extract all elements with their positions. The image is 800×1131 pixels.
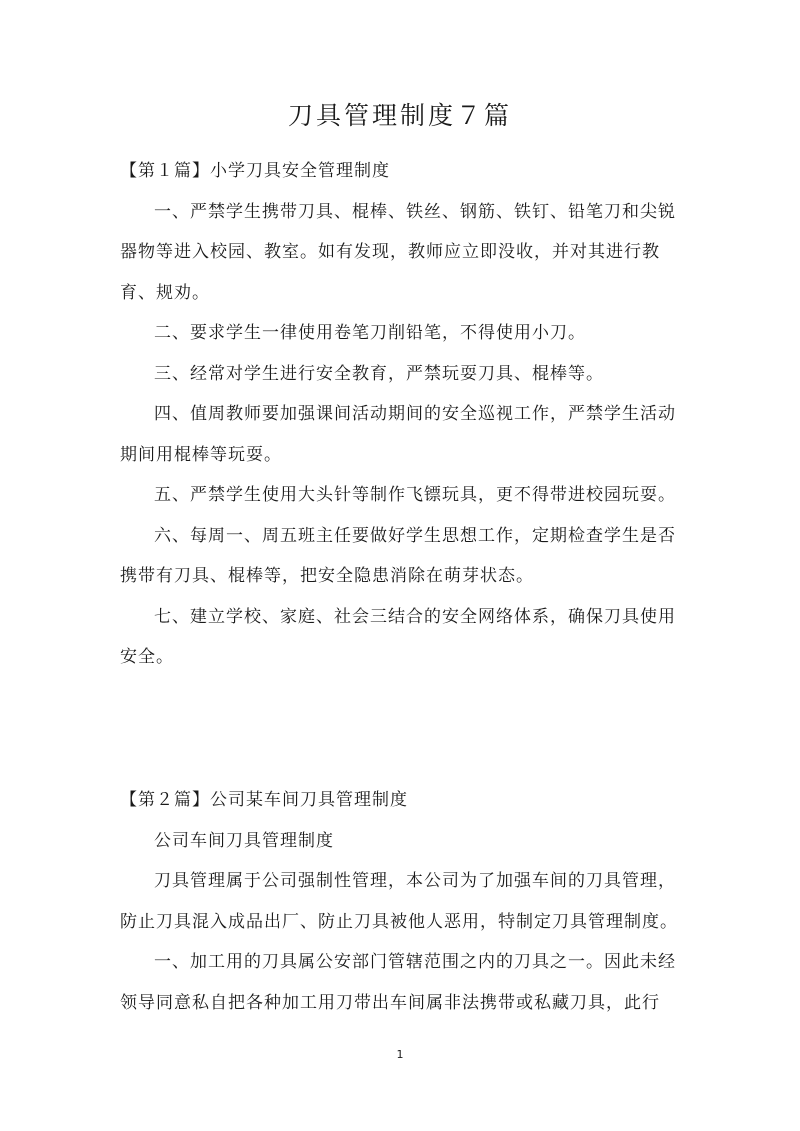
section-1-paragraph-7: 七、建立学校、家庭、社会三结合的安全网络体系，确保刀具使用安全。 <box>120 606 676 667</box>
section-1-paragraph-3: 三、经常对学生进行安全教育，严禁玩耍刀具、棍棒等。 <box>154 363 604 384</box>
section-1-paragraph-4: 四、值周教师要加强课间活动期间的安全巡视工作，严禁学生活动期间用棍棒等玩耍。 <box>120 404 676 465</box>
section-1-paragraph-2: 二、要求学生一律使用卷笔刀削铅笔，不得使用小刀。 <box>154 323 586 343</box>
section-1-paragraph-5: 五、严禁学生使用大头针等制作飞镖玩具，更不得带进校园玩耍。 <box>154 485 676 505</box>
page-number: 1 <box>396 1048 404 1061</box>
section-2-paragraph-1: 公司车间刀具管理制度 <box>154 830 334 851</box>
section-1-paragraph-1: 一、严禁学生携带刀具、棍棒、铁丝、钢筋、铁钉、铅笔刀和尖锐器物等进入校园、教室。如有发现，教师应立即没收，并对其进行教育、规劝。 <box>120 201 676 303</box>
section-1 <box>120 151 690 678</box>
section-2 <box>120 780 690 1023</box>
section-1-paragraph-6: 六、每周一、周五班主任要做好学生思想工作，定期检查学生是否携带有刀具、棍棒等，把安全隐患消除在萌芽状态。 <box>120 525 676 586</box>
section-1-heading: 【第１篇】小学刀具安全管理制度 <box>120 161 390 181</box>
document-title: 刀具管理制度７篇 <box>287 101 512 130</box>
section-2-paragraph-3: 一、加工用的刀具属公安部门管辖范围之内的刀具之一。因此未经领导同意私自把各种加工用刀带出车间属非法携带或私藏刀具，此行 <box>120 952 676 1013</box>
section-2-paragraph-2: 刀具管理属于公司强制性管理，本公司为了加强车间的刀具管理，防止刀具混入成品出厂、防止刀具被他人恶用，特制定刀具管理制度。 <box>120 871 678 932</box>
section-2-heading: 【第２篇】公司某车间刀具管理制度 <box>120 790 408 810</box>
